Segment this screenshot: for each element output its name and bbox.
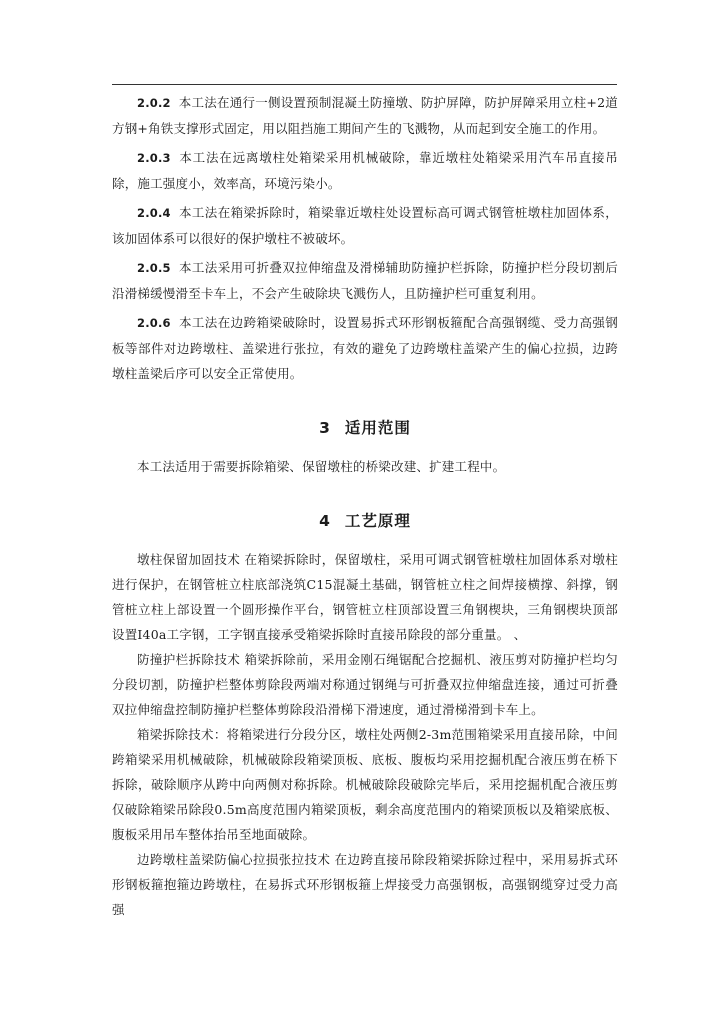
section-4-heading — [112, 509, 618, 531]
clause-text: 本工法在远离墩柱处箱梁采用机械破除，靠近墩柱处箱梁采用汽车吊直接吊除，施工强度小，效率高，环境污染小。 — [112, 150, 618, 191]
clause-text: 本工法在箱梁拆除时，箱梁靠近墩柱处设置标高可调式钢管桩墩柱加固体系，该加固体系可以很好的保护墩柱不被破坏。 — [112, 205, 618, 246]
clause-number: 2.0.2 — [137, 96, 171, 110]
paragraph-guardrail-removal: 防撞护栏拆除技术 箱梁拆除前，采用金刚石绳锯配合挖掘机、液压剪对防撞护栏均匀分段切割，防撞护栏整体剪除段两端对称通过钢绳与可折叠双拉伸缩盘连接，通过可折叠双拉伸缩盘控制防撞护栏整体剪除段沿滑梯下滑速度，通过滑梯滑到卡车上。 — [112, 652, 618, 717]
clause-2-0-5 — [112, 255, 618, 306]
section-number: 4 — [319, 512, 331, 530]
paragraph-pier-reinforcement: 墩柱保留加固技术 在箱梁拆除时，保留墩柱，采用可调式钢管桩墩柱加固体系对墩柱进行保护，在钢管桩立柱底部浇筑C15混凝土基础，钢管桩立柱之间焊接横撑、斜撑，钢管桩立柱上部设置一个圆形操作平台，钢管桩立柱顶部设置三角钢楔块，三角钢楔块顶部设置I40a工字钢，工字钢直接承受箱梁拆除时直接吊除段的部分重量。 、 — [112, 552, 618, 642]
section-title: 工艺原理 — [344, 512, 411, 530]
clause-text: 本工法在边跨箱梁破除时，设置易拆式环形钢板箍配合高强钢缆、受力高强钢板等部件对边跨墩柱、盖梁进行张拉，有效的避免了边跨墩柱盖梁产生的偏心拉损，边跨墩柱盖梁后序可以安全正常使用。 — [112, 315, 618, 381]
clause-2-0-3 — [112, 145, 618, 196]
clauses-list — [112, 90, 618, 386]
paragraph-side-span-tensioning: 边跨墩柱盖梁防偏心拉损张拉技术 在边跨直接吊除段箱梁拆除过程中，采用易拆式环形钢板箍抱箍边跨墩柱，在易拆式环形钢板箍上焊接受力高强钢板，高强钢缆穿过受力高强 — [112, 852, 618, 917]
clause-number: 2.0.4 — [137, 206, 171, 220]
clause-text: 本工法在通行一侧设置预制混凝土防撞墩、防护屏障，防护屏障采用立柱+2道方钢+角铁支撑形式固定，用以阻挡施工期间产生的飞溅物，从而起到安全施工的作用。 — [112, 95, 618, 136]
clause-number: 2.0.5 — [137, 261, 171, 275]
clause-number: 2.0.3 — [137, 151, 171, 165]
section-number: 3 — [319, 419, 331, 437]
section-4-body — [112, 547, 618, 922]
clause-2-0-4 — [112, 200, 618, 251]
section-3-heading — [112, 416, 618, 438]
section-title: 适用范围 — [344, 419, 411, 437]
clause-number: 2.0.6 — [137, 316, 171, 330]
header-rule — [112, 84, 617, 85]
paragraph-box-girder-removal: 箱梁拆除技术：将箱梁进行分段分区，墩柱处两侧2-3m范围箱梁采用直接吊除，中间跨箱梁采用机械破除，机械破除段箱梁顶板、底板、腹板均采用挖掘机配合液压剪在桥下拆除，破除顺序从跨中向两侧对称拆除。机械破除段破除完毕后，采用挖掘机配合液压剪仅破除箱梁吊除段0.5m高度范围内箱梁顶板，剩余高度范围内的箱梁顶板以及箱梁底板、腹板采用吊车整体抬吊至地面破除。 — [112, 727, 618, 842]
clause-2-0-2 — [112, 90, 618, 141]
document-page — [112, 90, 618, 922]
section-3-body: 本工法适用于需要拆除箱梁、保留墩柱的桥梁改建、扩建工程中。 — [137, 459, 506, 474]
clause-2-0-6 — [112, 310, 618, 386]
clause-text: 本工法采用可折叠双拉伸缩盘及滑梯辅助防撞护栏拆除，防撞护栏分段切割后沿滑梯缓慢滑至卡车上，不会产生破除块飞溅伤人，且防撞护栏可重复利用。 — [112, 260, 618, 301]
